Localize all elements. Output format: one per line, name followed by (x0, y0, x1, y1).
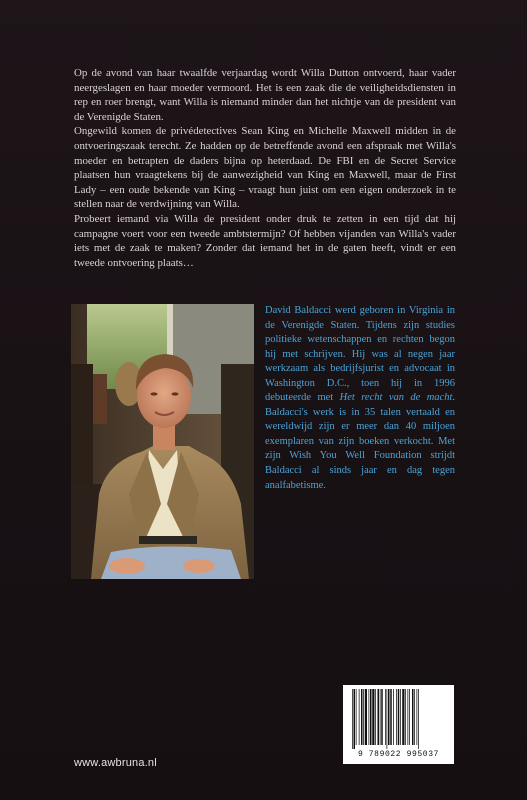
barcode-bar (380, 689, 381, 745)
blurb-text (74, 66, 456, 270)
barcode-bar (369, 689, 370, 745)
barcode-bar (408, 689, 409, 745)
bio-text-after-title: . Baldacci's werk is in 35 talen vertaald en wereldwijd zijn er meer dan 40 miljoen exemplaren van zijn boeken verkocht. Met zijn Wish You Well Foundation strijdt Baldacci al sinds jaar en dag tegen analfabetisme. (265, 392, 455, 491)
barcode-bar (372, 689, 374, 745)
debut-book-title: Het recht van de macht (339, 392, 453, 404)
barcode-bar (398, 689, 400, 745)
barcode-bar (417, 689, 418, 745)
barcode-bar (354, 689, 356, 749)
barcode-bar (409, 689, 410, 745)
barcode-bar (412, 689, 414, 745)
barcode-bar (365, 689, 367, 745)
blurb-paragraph-1: Op de avond van haar twaalfde verjaardag wordt Willa Dutton ontvoerd, haar vader neergeslagen en haar moeder vermoord. Het is een zaak die de veiligheidsdiensten in rep en roer brengt, want Willa is niemand minder dan het nichtje van de president van de Verenigde Staten. (74, 67, 456, 123)
barcode-digits: 9 789022 995037 (357, 750, 439, 759)
barcode-bar (396, 689, 397, 745)
barcode-bar (385, 689, 386, 745)
blurb-paragraph-2: Ongewild komen de privédetectives Sean King en Michelle Maxwell midden in de ontvoeringszaak terecht. Ze hadden op de betreffende avond een afspraak met Willa's moeder en betrapten de daders bijna op heterdaad. De FBI en de Secret Service plaatsen hun vraagtekens bij de aanwezigheid van King en Maxwell, maar de First Lady – een oude bekende van King – vraagt hun juist om een eigen onderzoek in te stellen naar de verdwijning van Willa. (74, 125, 456, 211)
barcode-bar (418, 689, 419, 749)
bio-text-before-title: David Baldacci werd geboren in Virginia in de Verenigde Staten. Tijdens zijn studies politieke wetenschappen en rechten begon hij met schrijven. Hij was al negen jaar werkzaam als bedrijfsjurist en advocaat in Washington D.C., toen hij in 1996 debuteerde met (265, 305, 455, 404)
barcode-bar (393, 689, 394, 745)
barcode-bar (390, 689, 392, 745)
author-bio (265, 304, 455, 493)
barcode-bar (359, 689, 360, 745)
barcode-bar (388, 689, 390, 745)
barcode-bar (387, 689, 388, 749)
barcode-bar (402, 689, 404, 745)
barcode-bar (381, 689, 383, 745)
barcode-bars (348, 689, 449, 749)
blurb-paragraph-3: Probeert iemand via Willa de president onder druk te zetten in een tijd dat hij campagne voert voor een tweede ambtstermijn? Of hebben vijanden van Willa's vader iets met de zaak te maken? Zonder dat iemand het in de gaten heeft, vindt er een tweede ontvoering plaats… (74, 212, 456, 269)
barcode-bar (405, 689, 406, 745)
barcode-bar (370, 689, 372, 745)
author-photo (71, 304, 254, 579)
barcode-bar (356, 689, 357, 745)
barcode-bar (400, 689, 401, 745)
barcode-bar (352, 689, 353, 749)
barcode-bar (363, 689, 364, 745)
barcode-bar (361, 689, 363, 745)
barcode-bar (414, 689, 415, 745)
barcode-bar (378, 689, 380, 745)
publisher-url[interactable]: www.awbruna.nl (74, 757, 157, 769)
isbn-barcode (343, 685, 454, 764)
barcode-bar (375, 689, 376, 745)
